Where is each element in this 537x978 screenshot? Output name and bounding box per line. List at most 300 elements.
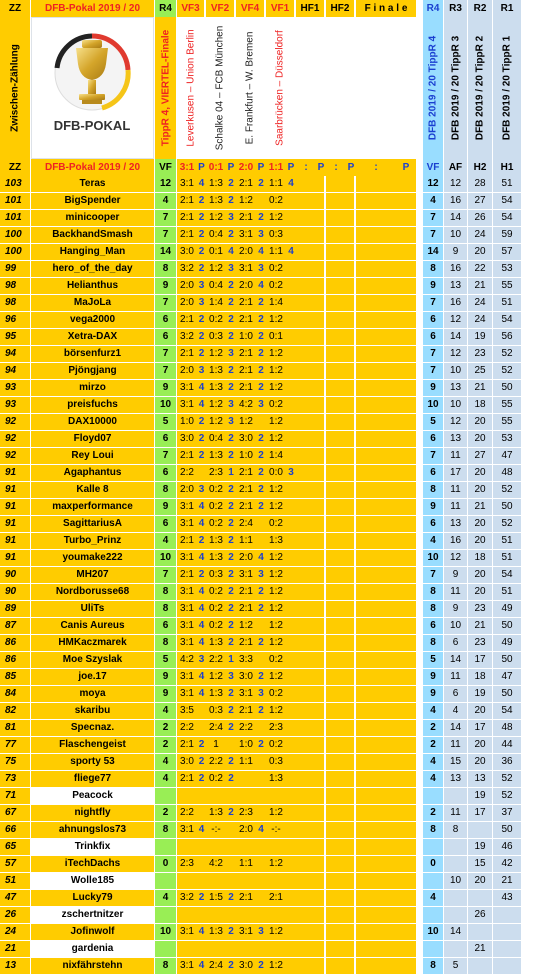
rank-cell: 91 (0, 482, 30, 498)
vf-total: 4 (423, 703, 443, 719)
h2-points: 15 (468, 856, 492, 872)
tip-hf1 (296, 516, 324, 532)
vf-points: 4 (155, 193, 176, 209)
vf-points (155, 873, 176, 889)
pts-vf3: 2 (197, 533, 206, 549)
tip-vf2: 1:3 (206, 193, 226, 209)
rank-cell: 91 (0, 533, 30, 549)
tip-hf1 (296, 227, 324, 243)
h1-points: 51 (493, 533, 521, 549)
tip-finale (356, 873, 416, 889)
pts-vf3 (197, 839, 206, 855)
rank-cell: 90 (0, 567, 30, 583)
tip-vf4 (236, 907, 256, 923)
tip-vf1: 1:2 (266, 312, 286, 328)
h1-points (493, 924, 521, 940)
vf-total: 7 (423, 227, 443, 243)
tip-vf2 (206, 907, 226, 923)
pts-vf4: 2 (256, 176, 266, 192)
pts-vf4: 3 (256, 227, 266, 243)
h1-points: 56 (493, 329, 521, 345)
pts-vf1 (286, 635, 296, 651)
pts-vf3: 2 (197, 329, 206, 345)
pts-vf2: 3 (226, 346, 236, 362)
pts-vf3: 2 (197, 737, 206, 753)
player-name: Peacock (31, 788, 154, 804)
tip-hf1 (296, 839, 324, 855)
pts-vf2 (226, 822, 236, 838)
af-points: 10 (444, 873, 467, 889)
tip-vf3: 3:2 (177, 261, 197, 277)
vf-total: 9 (423, 278, 443, 294)
tip-vf3: 2:1 (177, 737, 197, 753)
vf-total: 10 (423, 550, 443, 566)
af-points: 10 (444, 618, 467, 634)
pts-vf4: 2 (256, 482, 266, 498)
tip-vf3 (177, 907, 197, 923)
tip-vf2: 2:4 (206, 958, 226, 974)
tip-vf3: 2:0 (177, 482, 197, 498)
zwischen-label: Zwischen-Zählung (9, 44, 21, 132)
af-points: 14 (444, 924, 467, 940)
tip-hf1 (296, 873, 324, 889)
rank-cell: 103 (0, 176, 30, 192)
tip-vf3 (177, 839, 197, 855)
vf-total: 10 (423, 397, 443, 413)
h1-points: 52 (493, 771, 521, 787)
rank-cell: 93 (0, 397, 30, 413)
tip-vf3: 3:0 (177, 431, 197, 447)
h2-points: 21 (468, 941, 492, 957)
table-row (0, 839, 537, 856)
pts-vf4 (256, 873, 266, 889)
tip-vf2: 2:4 (206, 720, 226, 736)
vf-points: 8 (155, 261, 176, 277)
tip-hf2 (326, 210, 354, 226)
pts-vf4 (256, 516, 266, 532)
vf-points: 7 (155, 448, 176, 464)
table-row (0, 890, 537, 907)
tip-vf4: 2:1 (236, 210, 256, 226)
pts-vf2 (226, 873, 236, 889)
tip-vf3: 2:0 (177, 295, 197, 311)
vf-points: 10 (155, 397, 176, 413)
vf-total: 2 (423, 737, 443, 753)
table-row (0, 312, 537, 329)
pts-vf2 (226, 737, 236, 753)
tip-vf3: 3:1 (177, 618, 197, 634)
rank-cell: 91 (0, 465, 30, 481)
pts-vf3 (197, 941, 206, 957)
dfb-r1-label: DFB 2019 / 20 TippR 1 (501, 35, 513, 141)
tip-hf2 (326, 584, 354, 600)
dfb-r4-label: DFB 2019 / 20 TippR 4 (427, 35, 439, 141)
rank-cell: 84 (0, 686, 30, 702)
pts-vf1 (286, 278, 296, 294)
sub-zz: ZZ (0, 159, 30, 176)
h1-points: 50 (493, 499, 521, 515)
tip-vf2: 1:3 (206, 550, 226, 566)
player-name: Xetra-DAX (31, 329, 154, 345)
rank-cell: 13 (0, 958, 30, 974)
tip-vf3 (177, 788, 197, 804)
vf-points: 6 (155, 329, 176, 345)
h2-points: 20 (468, 465, 492, 481)
pts-vf4: 2 (256, 210, 266, 226)
tip-vf3: 2:2 (177, 465, 197, 481)
tip-vf1: 2:1 (266, 890, 286, 906)
h2-points: 17 (468, 652, 492, 668)
tip-vf1: 1:1 (266, 176, 286, 192)
h1-points: 49 (493, 601, 521, 617)
af-points: 16 (444, 261, 467, 277)
tip-vf2: 0:2 (206, 482, 226, 498)
vf-points: 4 (155, 533, 176, 549)
vf-points (155, 907, 176, 923)
player-name: maxperformance (31, 499, 154, 515)
tip-hf1 (296, 533, 324, 549)
h1-points: 50 (493, 380, 521, 396)
tip-vf3: 2:3 (177, 856, 197, 872)
tip-hf1 (296, 380, 324, 396)
tip-vf4: 3:3 (236, 652, 256, 668)
table-row (0, 363, 537, 380)
player-name: hero_of_the_day (31, 261, 154, 277)
player-name: ahnungslos73 (31, 822, 154, 838)
player-name: Hanging_Man (31, 244, 154, 260)
pts-vf2: 2 (226, 618, 236, 634)
sub-p-finale: P (396, 159, 416, 176)
tip-hf2 (326, 329, 354, 345)
pts-vf1 (286, 737, 296, 753)
h1-points (493, 958, 521, 974)
vf-points: 5 (155, 652, 176, 668)
tip-finale (356, 533, 416, 549)
tip-hf1 (296, 941, 324, 957)
player-name: Wolle185 (31, 873, 154, 889)
player-name: joe.17 (31, 669, 154, 685)
tip-finale (356, 261, 416, 277)
pts-vf3: 4 (197, 924, 206, 940)
tip-vf2: 1:3 (206, 686, 226, 702)
pts-vf4 (256, 754, 266, 770)
h1-points: 54 (493, 567, 521, 583)
vf-points: 8 (155, 822, 176, 838)
vf-total: 7 (423, 210, 443, 226)
pts-vf4: 2 (256, 363, 266, 379)
tip-hf1 (296, 618, 324, 634)
pts-vf1 (286, 210, 296, 226)
sub-res-vf2: 0:1 (206, 159, 226, 176)
tip-hf1 (296, 261, 324, 277)
tip-vf1: 0:0 (266, 465, 286, 481)
vf-points: 7 (155, 363, 176, 379)
h2-points (468, 958, 492, 974)
pts-vf1 (286, 652, 296, 668)
tip-vf2: 1:3 (206, 635, 226, 651)
pts-vf1 (286, 261, 296, 277)
vf-total (423, 941, 443, 957)
tip-vf3: 2:1 (177, 567, 197, 583)
sub-res-vf1: 1:1 (266, 159, 286, 176)
vf1-match-col (266, 17, 294, 159)
vf-points: 9 (155, 499, 176, 515)
tip-vf1: 1:2 (266, 482, 286, 498)
vf-points: 6 (155, 431, 176, 447)
af-points (444, 890, 467, 906)
vf-total: 6 (423, 431, 443, 447)
h2-points: 20 (468, 244, 492, 260)
tip-vf3: 3:0 (177, 754, 197, 770)
table-row (0, 193, 537, 210)
tip-vf2: 1:3 (206, 924, 226, 940)
player-name: youmake222 (31, 550, 154, 566)
tip-hf1 (296, 176, 324, 192)
vf-points: 8 (155, 635, 176, 651)
player-name: Turbo_Prinz (31, 533, 154, 549)
tip-hf1 (296, 890, 324, 906)
af-points: 13 (444, 380, 467, 396)
pts-vf1 (286, 329, 296, 345)
pts-vf1 (286, 295, 296, 311)
af-points: 6 (444, 686, 467, 702)
h2-points: 24 (468, 295, 492, 311)
af-points: 13 (444, 431, 467, 447)
vf-total: 10 (423, 924, 443, 940)
tip-vf4: 2:1 (236, 635, 256, 651)
pts-vf1 (286, 754, 296, 770)
h1-points: 54 (493, 193, 521, 209)
af-points: 13 (444, 771, 467, 787)
player-name: börsenfurz1 (31, 346, 154, 362)
pts-vf4: 3 (256, 261, 266, 277)
tip-vf2: 0:3 (206, 703, 226, 719)
r1-header: R1 (493, 0, 521, 17)
player-name: Trinkfix (31, 839, 154, 855)
af-points (444, 941, 467, 957)
rank-cell: 90 (0, 584, 30, 600)
vf-total: 9 (423, 499, 443, 515)
tip-vf2: 1:3 (206, 533, 226, 549)
tip-finale (356, 703, 416, 719)
tip-vf4: 2:0 (236, 244, 256, 260)
tip-hf1 (296, 363, 324, 379)
tip-vf1: 1:4 (266, 295, 286, 311)
tip-hf1 (296, 924, 324, 940)
tip-vf1: 0:2 (266, 261, 286, 277)
pts-vf3: 2 (197, 567, 206, 583)
af-points (444, 788, 467, 804)
pts-vf4 (256, 618, 266, 634)
r4-header: R4 (155, 0, 176, 17)
vf-points: 10 (155, 924, 176, 940)
pts-vf2: 2 (226, 312, 236, 328)
pts-vf3: 2 (197, 448, 206, 464)
table-row (0, 924, 537, 941)
table-row (0, 210, 537, 227)
tip-vf1 (266, 788, 286, 804)
tip-vf2: 0:2 (206, 499, 226, 515)
tip-finale (356, 431, 416, 447)
tip-vf4: 4:2 (236, 397, 256, 413)
player-name: moya (31, 686, 154, 702)
h1-points (493, 907, 521, 923)
dfb-r2-col (468, 17, 492, 159)
tip-vf1 (266, 907, 286, 923)
vf-points: 0 (155, 856, 176, 872)
rank-cell: 101 (0, 210, 30, 226)
h2-points: 20 (468, 703, 492, 719)
tip-vf2: 0:2 (206, 516, 226, 532)
tip-vf3: 3:2 (177, 329, 197, 345)
player-name: nixfährstehn (31, 958, 154, 974)
h1-points: 50 (493, 822, 521, 838)
pts-vf2: 2 (226, 686, 236, 702)
tip-vf4 (236, 873, 256, 889)
tip-vf1: 0:2 (266, 516, 286, 532)
tip-hf1 (296, 431, 324, 447)
h2-points: 25 (468, 363, 492, 379)
vf2-match-col (206, 17, 234, 159)
table-row (0, 873, 537, 890)
tip-vf4: 2:1 (236, 363, 256, 379)
pts-vf3 (197, 805, 206, 821)
pts-vf1 (286, 856, 296, 872)
tip-finale (356, 788, 416, 804)
af-points: 10 (444, 227, 467, 243)
rank-cell: 71 (0, 788, 30, 804)
pts-vf3: 2 (197, 261, 206, 277)
h1-points: 48 (493, 465, 521, 481)
pts-vf4: 2 (256, 958, 266, 974)
tip-hf2 (326, 720, 354, 736)
table-row (0, 856, 537, 873)
tip-vf4 (236, 788, 256, 804)
sub-af: AF (444, 159, 467, 176)
pts-vf3: 3 (197, 482, 206, 498)
table-row (0, 295, 537, 312)
player-name: MaJoLa (31, 295, 154, 311)
vf-total: 2 (423, 720, 443, 736)
vf-points: 9 (155, 278, 176, 294)
tip-hf2 (326, 873, 354, 889)
tip-finale (356, 618, 416, 634)
table-row (0, 720, 537, 737)
tip-vf4: 2:0 (236, 278, 256, 294)
rank-cell: 95 (0, 329, 30, 345)
tip-hf1 (296, 703, 324, 719)
tip-hf2 (326, 295, 354, 311)
h2-points: 19 (468, 329, 492, 345)
tip-vf1: 0:2 (266, 686, 286, 702)
af-points: 17 (444, 465, 467, 481)
h2-points: 21 (468, 618, 492, 634)
vf-total (423, 907, 443, 923)
pts-vf3: 4 (197, 176, 206, 192)
pts-vf4 (256, 193, 266, 209)
pts-vf1 (286, 482, 296, 498)
pts-vf2: 2 (226, 533, 236, 549)
pts-vf4 (256, 720, 266, 736)
tip-vf2: 0:4 (206, 431, 226, 447)
player-name: mirzo (31, 380, 154, 396)
pts-vf3 (197, 907, 206, 923)
vf-points: 2 (155, 737, 176, 753)
pts-vf2: 2 (226, 448, 236, 464)
tip-vf4: 2:2 (236, 720, 256, 736)
player-name: nightfly (31, 805, 154, 821)
tip-vf1: 1:2 (266, 210, 286, 226)
vf-total: 0 (423, 856, 443, 872)
pts-vf2: 2 (226, 550, 236, 566)
table-row (0, 652, 537, 669)
tippr4-col (155, 17, 176, 159)
tip-vf1: 1:2 (266, 584, 286, 600)
table-row (0, 737, 537, 754)
pts-vf4 (256, 788, 266, 804)
tip-vf1 (266, 839, 286, 855)
rank-cell: 89 (0, 601, 30, 617)
rank-cell: 91 (0, 499, 30, 515)
vf-total (423, 839, 443, 855)
h2-points: 21 (468, 278, 492, 294)
tip-finale (356, 771, 416, 787)
tip-hf2 (326, 567, 354, 583)
pts-vf1 (286, 924, 296, 940)
tip-vf2: 0:2 (206, 618, 226, 634)
table-row (0, 771, 537, 788)
tip-vf3: 3:2 (177, 890, 197, 906)
af-points: 14 (444, 720, 467, 736)
player-name: SagittariusA (31, 516, 154, 532)
tip-vf4: 2:1 (236, 499, 256, 515)
pts-vf4: 2 (256, 448, 266, 464)
pts-vf2 (226, 788, 236, 804)
tip-hf1 (296, 312, 324, 328)
tip-vf4: 2:1 (236, 312, 256, 328)
pts-vf2: 1 (226, 652, 236, 668)
tip-vf4: 3:1 (236, 261, 256, 277)
af-points: 8 (444, 822, 467, 838)
pts-vf3: 4 (197, 958, 206, 974)
h2-points: 13 (468, 771, 492, 787)
tip-vf3: 3:0 (177, 244, 197, 260)
rank-cell: 86 (0, 652, 30, 668)
vf-points: 10 (155, 550, 176, 566)
table-row (0, 380, 537, 397)
pts-vf2: 2 (226, 176, 236, 192)
sub-h1: H1 (493, 159, 521, 176)
tip-hf2 (326, 890, 354, 906)
vf-points: 6 (155, 618, 176, 634)
pts-vf2: 2 (226, 924, 236, 940)
player-name: gardenia (31, 941, 154, 957)
af-points: 11 (444, 669, 467, 685)
af-points: 11 (444, 737, 467, 753)
h1-points: 59 (493, 227, 521, 243)
af-points: 12 (444, 414, 467, 430)
pts-vf3: 4 (197, 601, 206, 617)
tip-vf2: 1:2 (206, 210, 226, 226)
table-row (0, 669, 537, 686)
h2-points: 18 (468, 550, 492, 566)
player-name: fliege77 (31, 771, 154, 787)
tip-hf1 (296, 210, 324, 226)
pts-vf3: 4 (197, 516, 206, 532)
tip-hf2 (326, 618, 354, 634)
pts-vf4 (256, 414, 266, 430)
af-points: 6 (444, 635, 467, 651)
